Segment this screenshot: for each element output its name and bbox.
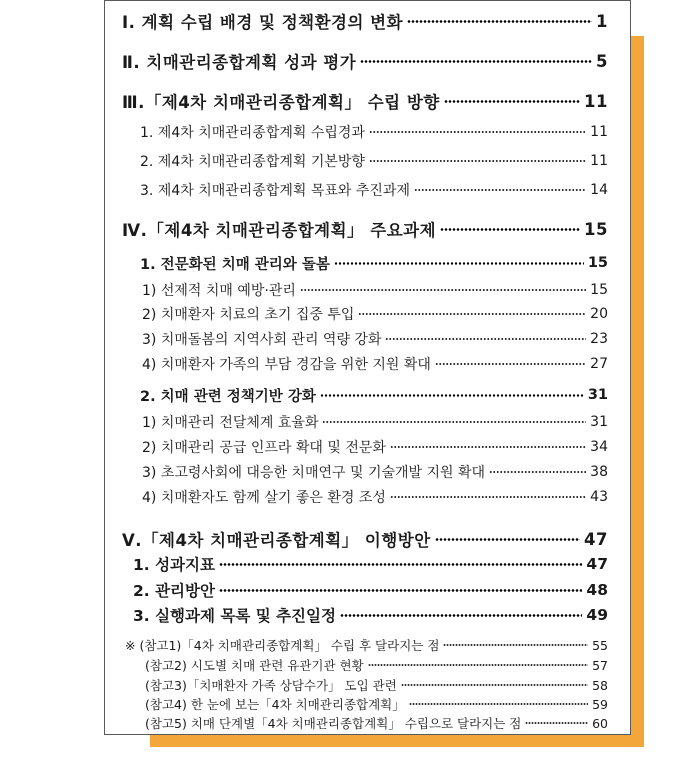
leader-dots <box>369 131 586 133</box>
toc-subsection[interactable] <box>140 385 608 405</box>
leader-dots <box>334 262 584 265</box>
leader-dots <box>409 703 588 705</box>
toc-page-number: 31 <box>587 387 608 403</box>
toc-label: 1) 선제적 치매 예방·관리 <box>142 283 296 299</box>
leader-dots <box>401 684 588 686</box>
toc-reference[interactable] <box>145 714 608 732</box>
toc-label: 3. 실행과제 목록 및 추진일정 <box>133 607 336 625</box>
toc-label: 3) 초고령사회에 대응한 치매연구 및 기술개발 지원 확대 <box>142 465 486 481</box>
toc-label: 1. 전문화된 치매 관리와 돌봄 <box>140 256 330 273</box>
leader-dots <box>385 338 586 340</box>
toc-page-number: 20 <box>590 306 608 322</box>
toc-page-number: 60 <box>592 715 608 731</box>
toc-reference[interactable] <box>145 676 608 694</box>
toc-item[interactable] <box>142 304 608 324</box>
leader-dots <box>390 446 586 448</box>
toc-section-5[interactable] <box>122 527 608 551</box>
toc-page-number: 15 <box>584 219 608 239</box>
leader-dots <box>444 100 580 103</box>
toc-item[interactable] <box>142 329 608 349</box>
leader-dots <box>390 496 586 498</box>
toc-page-number: 34 <box>590 439 608 455</box>
leader-dots <box>360 60 592 63</box>
toc-label: 4) 치매환자 가족의 부담 경감을 위한 지원 확대 <box>142 357 431 373</box>
toc-label: 2. 관리방안 <box>133 582 215 600</box>
toc-section-4[interactable] <box>122 217 608 241</box>
leader-dots <box>435 363 586 365</box>
leader-dots <box>358 313 586 315</box>
toc-label: ※ (참고1)「4차 치매관리종합계획」 수립 후 달라지는 점 <box>125 638 440 653</box>
toc-page-number: 15 <box>590 282 608 298</box>
toc-page-number: 11 <box>590 153 608 169</box>
toc-label: Ⅰ. 계획 수립 배경 및 정책환경의 변화 <box>122 13 404 32</box>
toc-page-number: 47 <box>584 529 608 549</box>
toc-label: Ⅱ. 치매관리종합계획 성과 평가 <box>122 53 357 72</box>
toc-item[interactable] <box>133 579 608 601</box>
toc-label: 2) 치매관리 공급 인프라 확대 및 전문화 <box>142 440 386 456</box>
toc-label: 1. 제4차 치매관리종합계획 수립경과 <box>140 125 365 141</box>
leader-dots <box>300 289 586 291</box>
toc-label: 2) 치매환자 치료의 초기 집중 투입 <box>142 307 355 323</box>
toc-label: 4) 치매환자도 함께 살기 좋은 환경 조성 <box>142 490 386 506</box>
leader-dots <box>440 228 580 231</box>
toc-page-number: 27 <box>590 356 608 372</box>
toc-page-number: 49 <box>586 606 608 624</box>
toc-label: 1. 성과지표 <box>133 556 215 574</box>
toc-page-number: 1 <box>596 11 608 31</box>
toc-page-number: 48 <box>586 581 608 599</box>
toc-reference[interactable] <box>125 636 608 654</box>
toc-page-number: 5 <box>596 51 608 71</box>
toc-label: Ⅲ.「제4차 치매관리종합계획」 수립 방향 <box>122 93 440 112</box>
toc-page-number: 58 <box>592 677 608 693</box>
leader-dots <box>219 589 582 592</box>
toc-item[interactable] <box>142 280 608 300</box>
toc-item[interactable] <box>133 604 608 626</box>
leader-dots <box>525 722 588 724</box>
toc-item[interactable] <box>142 412 608 432</box>
toc-item[interactable] <box>140 180 608 200</box>
toc-page-number: 57 <box>592 657 608 673</box>
toc-label: 2. 제4차 치매관리종합계획 기본방향 <box>140 154 365 170</box>
leader-dots <box>320 394 584 397</box>
leader-dots <box>489 471 586 473</box>
toc-label: (참고5) 치매 단계별「4차 치매관리종합계획」 수립으로 달라지는 점 <box>145 716 522 731</box>
toc-item[interactable] <box>140 151 608 171</box>
toc-reference[interactable] <box>145 656 608 674</box>
toc-label: 3) 치매돌봄의 지역사회 관리 역량 강화 <box>142 332 382 348</box>
toc-section-2[interactable] <box>122 49 608 73</box>
toc-page-number: 31 <box>590 414 608 430</box>
leader-dots <box>443 644 588 646</box>
toc-item[interactable] <box>142 437 608 457</box>
toc-item[interactable] <box>140 122 608 142</box>
toc-label: (참고4) 한 눈에 보는「4차 치매관리종합계획」 <box>145 697 405 712</box>
toc-label: 2. 치매 관련 정책기반 강화 <box>140 388 316 405</box>
toc-subsection[interactable] <box>140 253 608 273</box>
leader-dots <box>322 421 586 423</box>
leader-dots <box>414 189 586 191</box>
toc-reference[interactable] <box>145 695 608 713</box>
leader-dots <box>369 160 586 162</box>
toc-page-number: 43 <box>590 489 608 505</box>
toc-page-number: 11 <box>590 124 608 140</box>
leader-dots <box>435 538 580 541</box>
toc-item[interactable] <box>142 487 608 507</box>
toc-page-number: 38 <box>590 464 608 480</box>
toc-section-3[interactable] <box>122 89 608 113</box>
leader-dots <box>340 614 582 617</box>
toc-section-1[interactable] <box>122 9 608 33</box>
toc-page-number: 55 <box>592 637 608 653</box>
toc-label: 3. 제4차 치매관리종합계획 목표와 추진과제 <box>140 183 410 199</box>
toc-label: Ⅴ.「제4차 치매관리종합계획」 이행방안 <box>122 531 431 550</box>
toc-page-number: 14 <box>590 182 608 198</box>
toc-label: 1) 치매관리 전달체계 효율화 <box>142 415 319 431</box>
toc-page-number: 47 <box>586 555 608 573</box>
toc-page-number: 11 <box>584 91 608 111</box>
toc-page-number: 23 <box>590 331 608 347</box>
leader-dots <box>368 664 588 666</box>
leader-dots <box>219 563 582 566</box>
toc-label: (참고2) 시도별 치매 관련 유관기관 현황 <box>145 658 364 673</box>
toc-page <box>104 0 631 735</box>
toc-label: Ⅳ.「제4차 치매관리종합계획」 주요과제 <box>122 221 437 240</box>
toc-label: (참고3)「치매환자 가족 상담수가」 도입 관련 <box>145 678 397 693</box>
toc-item[interactable] <box>142 354 608 374</box>
toc-page-number: 15 <box>587 255 608 271</box>
leader-dots <box>407 20 592 23</box>
toc-page-number: 59 <box>592 696 608 712</box>
toc-item[interactable] <box>142 462 608 482</box>
toc-item[interactable] <box>133 553 608 575</box>
